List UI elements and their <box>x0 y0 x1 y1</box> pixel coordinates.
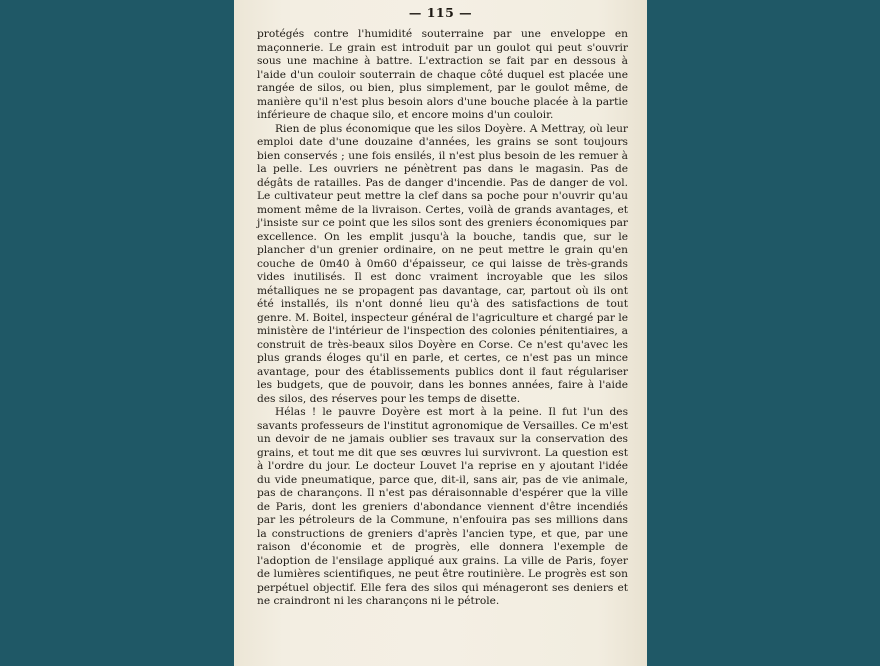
page-number: — 115 — <box>408 5 473 20</box>
paragraph: Hélas ! le pauvre Doyère est mort à la peine. Il fut l'un des savants professeurs de l'institut agronomique de Versailles. Ce m'est un devoir de ne jamais oublier ses travaux sur la conservation des grains, et tout me dit que ses œuvres lui survivront. La question est à l'ordre du jour. Le docteur Louvet l'a reprise en y ajoutant l'idée du vide pneumatique, parce que, dit-il, sans air, pas de vie animale, pas de charançons. Il n'est pas déraisonnable d'espérer que la ville de Paris, dont les greniers d'abondance viennent d'être incendiés par les pétroleurs de la Commune, n'enfouira pas ses millions dans la constructions de greniers d'après l'ancien type, et que, par une raison d'économie et de progrès, elle donnera l'exemple de l'adoption de l'ensilage appliqué aux grains. La ville de Paris, foyer de lumières scientifiques, ne peut être routinière. Le progrès est son perpétuel objectif. Elle fera des silos qui ménageront ses deniers et ne craindront ni les charançons ni le pétrole. <box>257 406 628 607</box>
scanned-page <box>234 0 647 666</box>
page-body <box>257 28 628 609</box>
paragraph: protégés contre l'humidité souterraine par une enveloppe en maçonnerie. Le grain est introduit par un goulot qui peut s'ouvrir sous une machine à battre. L'extraction se fait par en dessous à l'aide d'un couloir souterrain de chaque côté duquel est placée une rangée de silos, ou bien, plus simplement, par le goulot même, de manière qu'il n'est plus besoin alors d'une bouche placée à la partie inférieure de chaque silo, et encore moins d'un couloir. <box>257 28 628 121</box>
paragraph: Rien de plus économique que les silos Doyère. A Mettray, où leur emploi date d'une douzaine d'années, les grains se sont toujours bien conservés ; une fois ensilés, il n'est plus besoin de les remuer à la pelle. Les ouvriers ne pénètrent pas dans le magasin. Pas de dégâts de ratailles. Pas de danger d'incendie. Pas de danger de vol. Le cultivateur peut mettre la clef dans sa poche pour n'ouvrir qu'au moment même de la livraison. Certes, voilà de grands avantages, et j'insiste sur ce point que les silos sont des greniers économiques par excellence. On les emplit jusqu'à la bouche, tandis que, sur le plancher d'un grenier ordinaire, on ne peut mettre le grain qu'en couche de 0m40 à 0m60 d'épaisseur, ce qui laisse de très-grands vides inutilisés. Il est donc vraiment incroyable que les silos métalliques ne se propagent pas davantage, car, partout où ils ont été installés, ils n'ont donné lieu qu'à des satisfactions de tout genre. M. Boitel, inspecteur général de l'agriculture et chargé par le ministère de l'intérieur de l'inspection des colonies pénitentiaires, a construit de très-beaux silos Doyère en Corse. Ce n'est qu'avec les plus grands éloges qu'il en parle, et certes, ce n'est pas un mince avantage, pour des établissements publics dont il faut régulariser les budgets, que de pouvoir, dans les bonnes années, faire à l'aide des silos, des réserves pour les temps de disette. <box>257 122 628 405</box>
